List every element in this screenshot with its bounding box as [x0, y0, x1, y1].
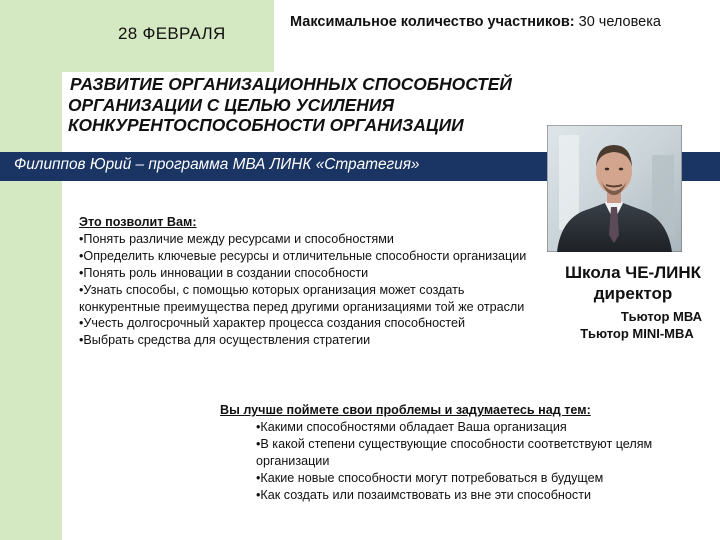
seminar-title [68, 74, 628, 136]
learn-item: •Какие новые способности могут потребоваться в будущем [256, 470, 604, 485]
benefit-item: •Понять роль инновации в создании способности [79, 265, 369, 280]
speaker-line: Филиппов Юрий – программа МВА ЛИНК «Стратегия» [14, 156, 420, 173]
benefit-item: •Понять различие между ресурсами и способностями [79, 231, 394, 246]
learn-heading: Вы лучше поймете свои проблемы и задумаетесь над тем: [220, 403, 591, 417]
title-line-2: ОРГАНИЗАЦИИ С ЦЕЛЬЮ УСИЛЕНИЯ [68, 94, 395, 115]
speaker-photo [547, 125, 682, 252]
learn-item: •В какой степени существующие способности соответствуют целям организации [256, 436, 653, 468]
school-name: Школа ЧЕ-ЛИНК [564, 263, 702, 282]
benefits-heading: Это позволит Вам: [79, 215, 197, 229]
title-line-3: КОНКУРЕНТОСПОСОБНОСТИ ОРГАНИЗАЦИИ [68, 115, 464, 135]
title-line-1: РАЗВИТИЕ ОРГАНИЗАЦИОННЫХ СПОСОБНОСТЕЙ [70, 74, 512, 94]
benefit-item: •Выбрать средства для осуществления стратегии [79, 333, 371, 348]
benefit-item: •Узнать способы, с помощью которых организация может создать конкурентные преимущества перед другими организациями той же отрасли [79, 282, 525, 314]
benefits-section [79, 214, 534, 349]
max-participants-label: Максимальное количество участников: [290, 14, 575, 30]
benefit-item: •Определить ключевые ресурсы и отличительные способности организации [79, 248, 527, 263]
event-date: 28 ФЕВРАЛЯ [118, 24, 226, 43]
profile-school [558, 262, 708, 304]
learn-section [220, 402, 700, 503]
benefit-item: •Учесть долгосрочный характер процесса создания способностей [79, 316, 466, 331]
tutor-mini-mba: Тьютор MINI-MBA [580, 326, 694, 341]
learn-item: •Как создать или позаимствовать из вне эти способности [256, 487, 591, 502]
school-position: директор [593, 284, 673, 303]
max-participants [290, 14, 661, 30]
learn-item: •Какими способностями обладает Ваша организация [256, 419, 567, 434]
max-participants-value: 30 человека [578, 14, 661, 30]
left-green-stripe [0, 0, 62, 540]
tutor-mba: Тьютор МВА [620, 309, 702, 324]
